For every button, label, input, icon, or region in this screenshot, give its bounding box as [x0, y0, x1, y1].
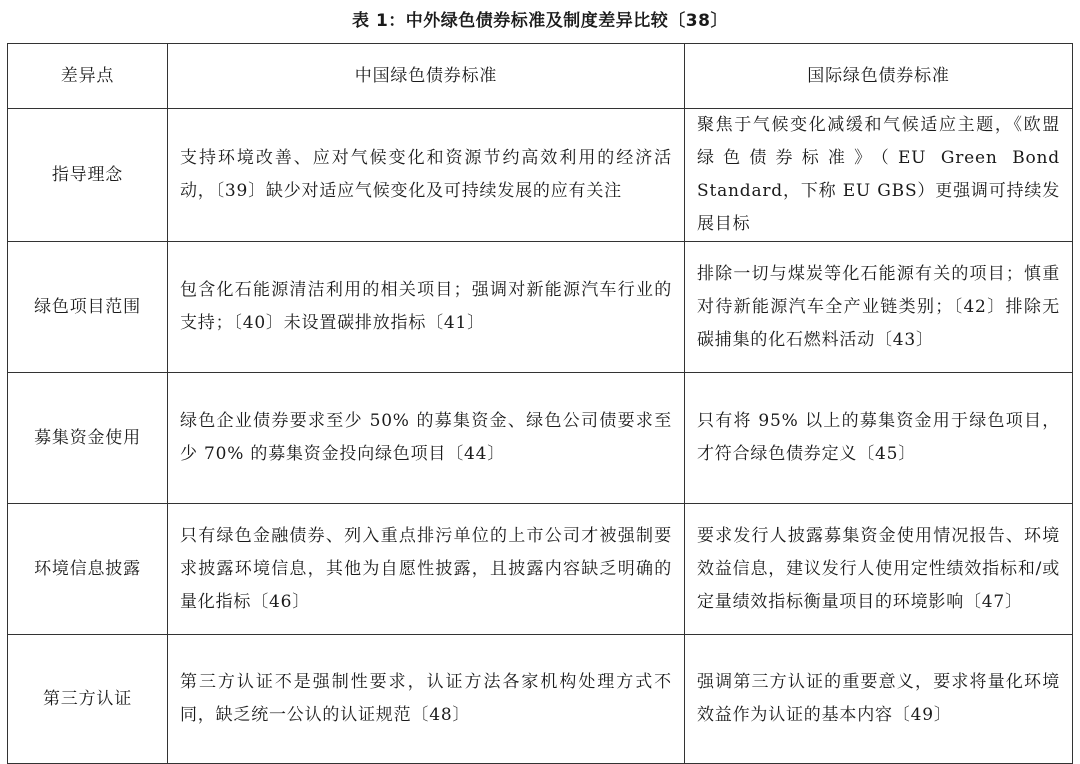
table-row: [8, 109, 1073, 242]
china-cell: 包含化石能源清洁利用的相关项目；强调对新能源汽车行业的支持；〔40〕未设置碳排放指标〔41〕: [168, 242, 685, 373]
row-label: 绿色项目范围: [8, 242, 168, 373]
intl-cell: 聚焦于气候变化减缓和气候适应主题，《欧盟绿色债券标准》（EU Green Bond Standard，下称 EU GBS）更强调可持续发展目标: [685, 109, 1073, 242]
table-caption: 表 1：中外绿色债券标准及制度差异比较〔38〕: [352, 11, 728, 31]
intl-cell: 强调第三方认证的重要意义，要求将量化环境效益作为认证的基本内容〔49〕: [685, 635, 1073, 764]
intl-cell: 排除一切与煤炭等化石能源有关的项目；慎重对待新能源汽车全产业链类别；〔42〕排除无碳捕集的化石燃料活动〔43〕: [685, 242, 1073, 373]
table-row: [8, 373, 1073, 504]
china-cell: 绿色企业债券要求至少 50% 的募集资金、绿色公司债要求至少 70% 的募集资金投向绿色项目〔44〕: [168, 373, 685, 504]
table-row: [8, 242, 1073, 373]
china-cell: 第三方认证不是强制性要求，认证方法各家机构处理方式不同，缺乏统一公认的认证规范〔48〕: [168, 635, 685, 764]
header-difference-point: 差异点: [8, 44, 168, 109]
table-row: [8, 504, 1073, 635]
row-label: 募集资金使用: [8, 373, 168, 504]
header-international-standard: 国际绿色债券标准: [685, 44, 1073, 109]
china-cell: 只有绿色金融债券、列入重点排污单位的上市公司才被强制要求披露环境信息，其他为自愿性披露，且披露内容缺乏明确的量化指标〔46〕: [168, 504, 685, 635]
row-label: 环境信息披露: [8, 504, 168, 635]
comparison-table: [7, 43, 1073, 764]
header-china-standard: 中国绿色债券标准: [168, 44, 685, 109]
row-label: 指导理念: [8, 109, 168, 242]
intl-cell: 要求发行人披露募集资金使用情况报告、环境效益信息，建议发行人使用定性绩效指标和/或定量绩效指标衡量项目的环境影响〔47〕: [685, 504, 1073, 635]
china-cell: 支持环境改善、应对气候变化和资源节约高效利用的经济活动，〔39〕缺少对适应气候变化及可持续发展的应有关注: [168, 109, 685, 242]
table-header-row: [8, 44, 1073, 109]
row-label: 第三方认证: [8, 635, 168, 764]
intl-cell: 只有将 95% 以上的募集资金用于绿色项目，才符合绿色债券定义〔45〕: [685, 373, 1073, 504]
table-row: [8, 635, 1073, 764]
